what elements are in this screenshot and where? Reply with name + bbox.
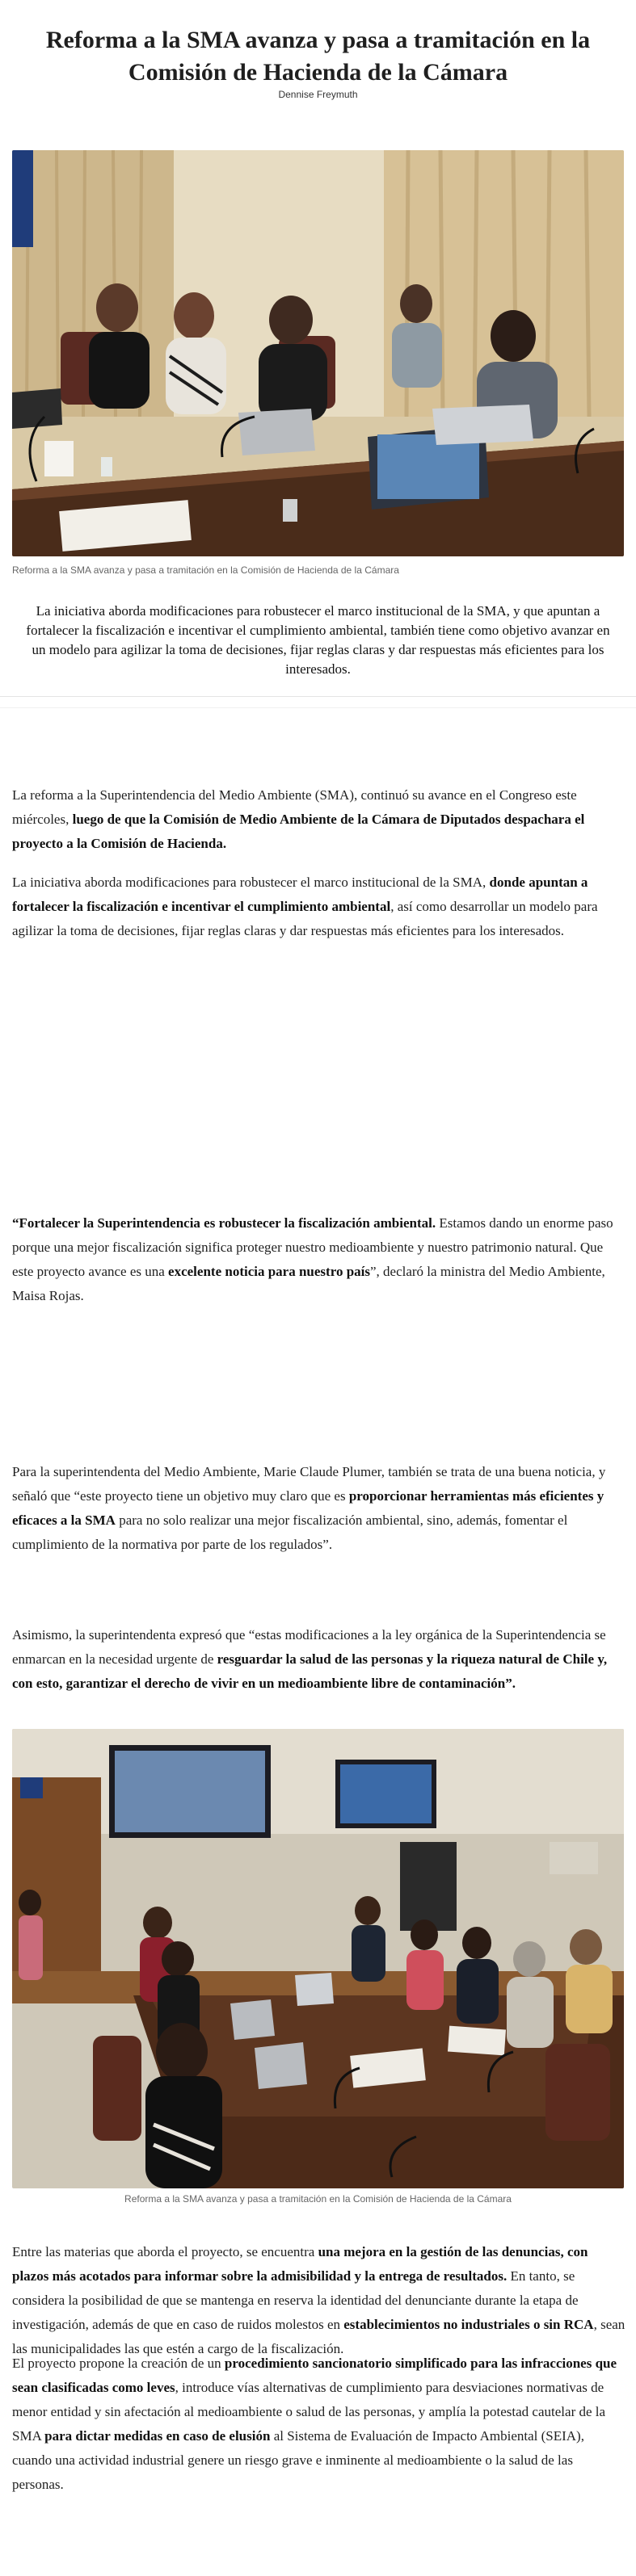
- body-paragraph-4: Para la superintendenta del Medio Ambiente, Marie Claude Plumer, también se trata de una buena noticia, y señaló que “este proyecto tiene un objetivo muy claro que es proporcionar herramientas más eficientes y eficaces a la SMA para no solo realizar una mejor fiscalización ambiental, sino, además, fomentar el cumplimiento de la normativa por parte de los regulados”.: [12, 1464, 606, 1552]
- article-photo-secondary: [12, 1729, 624, 2188]
- section-divider: [0, 696, 636, 697]
- minister-quote-paragraph: “Fortalecer la Superintendencia es robustecer la fiscalización ambiental. Estamos dando un enorme paso porque una mejor fiscalización significa proteger nuestro medioambiente y nuestro patrimonio natural. Que este proyecto avance es una excelente noticia para nuestro país”, declaró la ministra del Medio Ambiente, Maisa Rojas.: [12, 1215, 613, 1303]
- committee-room-photo: [12, 1729, 624, 2188]
- body-paragraph-6: Entre las materias que aborda el proyecto, se encuentra una mejora en la gestión de las denuncias, con plazos más acotados para informar sobre la admisibilidad y la entrega de resultados. En tanto, se considera la posibilidad de que se mantenga en reserva la identidad del denunciante durante la etapa de investigación, además de que en caso de ruidos molestos en establecimientos no industriales o sin RCA, sean las municipalidades las que estén a cargo de la fiscalización.: [12, 2244, 625, 2356]
- body-paragraph-7: El proyecto propone la creación de un procedimiento sancionatorio simplificado para las infracciones que sean clasificadas como leves, introduce vías alternativas de cumplimiento para desviaciones normativas de menor entidad y sin afectación al medioambiente o salud de las personas, y amplía la potestad cautelar de la SMA para dictar medidas en caso de elusión al Sistema de Evaluación de Impacto Ambiental (SEIA), cuando una actividad industrial genere un riesgo grave e inminente al medioambiente o la salud de las personas.: [12, 2356, 617, 2492]
- photo-caption: Reforma a la SMA avanza y pasa a tramitación en la Comisión de Hacienda de la Cámara: [12, 564, 399, 576]
- body-paragraph-1: La reforma a la Superintendencia del Medio Ambiente (SMA), continuó su avance en el Congreso este miércoles, luego de que la Comisión de Medio Ambiente de la Cámara de Diputados despachara el proyecto a la Comisión de Hacienda.: [12, 787, 585, 851]
- body-paragraph-2: La iniciativa aborda modificaciones para robustecer el marco institucional de la SMA, donde apuntan a fortalecer la fiscalización e incentivar el cumplimiento ambiental, así como desarrollar un modelo para agilizar la toma de decisiones, fijar reglas claras y dar respuestas más eficientes para los interesados.: [12, 875, 598, 938]
- article-lead: La iniciativa aborda modificaciones para robustecer el marco institucional de la SMA, y que apuntan a fortalecer la fiscalización e incentivar el cumplimiento ambiental, también tiene como objetivo avanzar en un modelo para agilizar la toma de decisiones, fijar reglas claras y dar respuestas más eficientes para los interesados.: [26, 603, 610, 677]
- section-divider-secondary: [0, 707, 636, 708]
- author-byline[interactable]: Dennise Freymuth: [278, 89, 358, 100]
- committee-session-photo: [12, 150, 624, 556]
- body-paragraph-5: Asimismo, la superintendenta expresó que “estas modificaciones a la ley orgánica de la Superintendencia se enmarcan en la necesidad urgente de resguardar la salud de las personas y la riqueza natural de Chile y, con esto, garantizar el derecho de vivir en un medioambiente libre de contaminación”.: [12, 1627, 608, 1691]
- photo-caption-secondary: Reforma a la SMA avanza y pasa a tramitación en la Comisión de Hacienda de la Cámara: [124, 2193, 512, 2205]
- article-title: Reforma a la SMA avanza y pasa a tramitación en la Comisión de Hacienda de la Cámara: [45, 27, 591, 86]
- article-photo-main: [12, 150, 624, 556]
